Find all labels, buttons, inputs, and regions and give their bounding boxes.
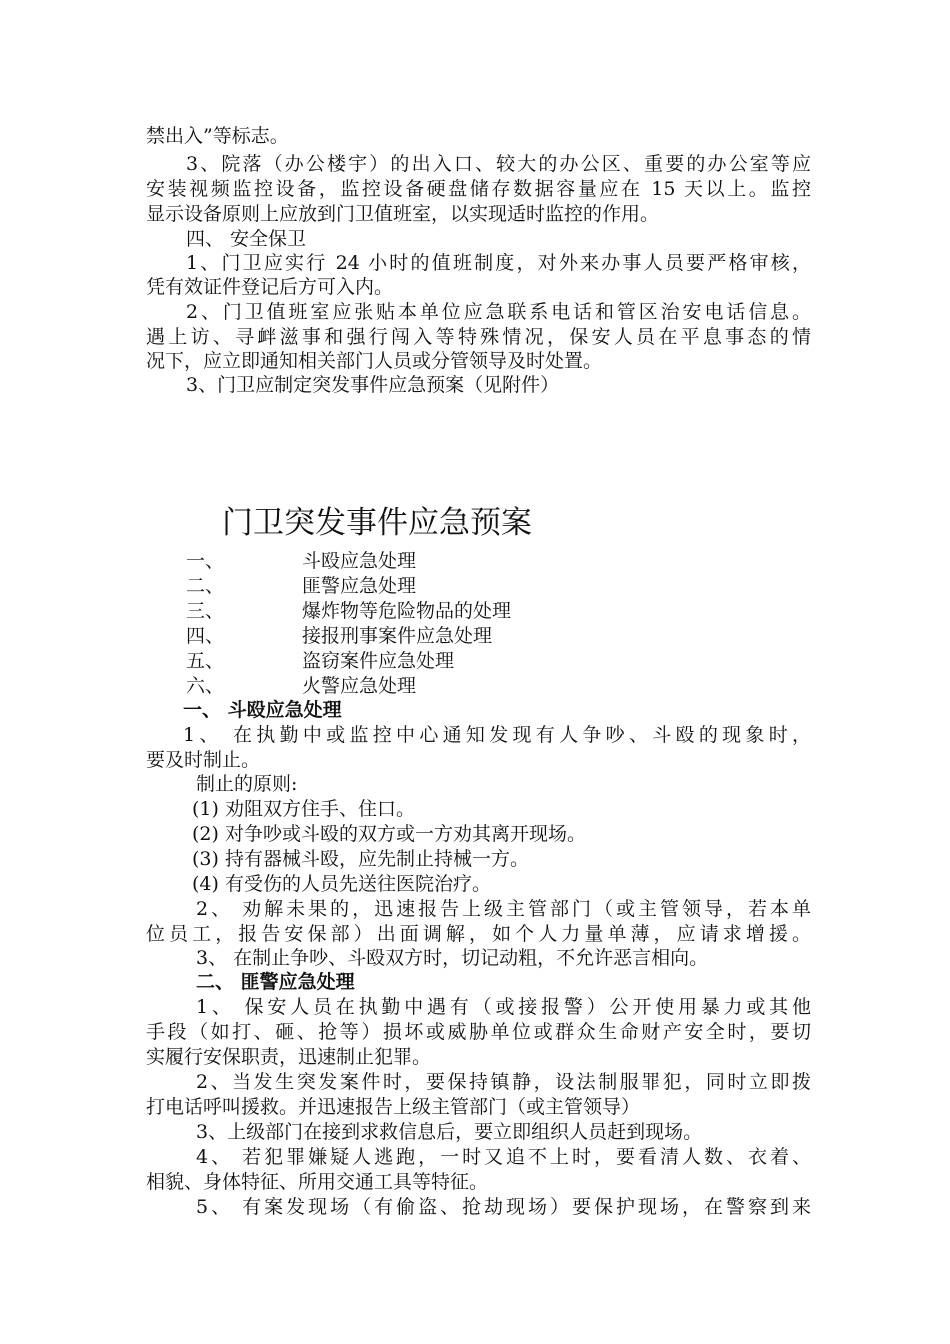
toc-label: 盗窃案件应急处理 (302, 650, 455, 672)
toc-label: 火警应急处理 (302, 675, 417, 697)
section-heading: 四、 安全保卫 (186, 228, 307, 250)
toc-item (186, 549, 416, 574)
list-item: (1) 劝阻双方住手、住口。 (192, 798, 415, 820)
toc-item (186, 624, 492, 649)
para-line: 制止的原则: (196, 773, 298, 795)
para-line: 要及时制止。 (146, 749, 261, 771)
list-item: (2) 对争吵或斗殴的双方或一方劝其离开现场。 (192, 823, 586, 845)
toc-item (186, 674, 416, 699)
toc-number: 三、 (186, 600, 225, 622)
para-line: 显示设备原则上应放到门卫值班室，以实现适时监控的作用。 (146, 203, 660, 225)
para-line: 3、 在制止争吵、斗殴双方时，切记动粗，不允许恶言相向。 (196, 947, 709, 969)
para-line: 打电话呼叫援救。并迅速报告上级主管部门（或主管领导） (146, 1096, 641, 1118)
para-line: 2、门卫值班室应张贴本单位应急联系电话和管区治安电话信息。 (186, 301, 811, 323)
toc-number: 一、 (186, 550, 225, 572)
para-line: 位员工，报告安保部）出面调解，如个人力量单薄，应请求增援。 (146, 923, 811, 945)
toc-label: 接报刑事案件应急处理 (302, 625, 493, 647)
section-heading: 二、 匪警应急处理 (196, 971, 355, 993)
toc-number: 五、 (186, 650, 225, 672)
toc-label: 匪警应急处理 (302, 575, 417, 597)
toc-number: 四、 (186, 625, 225, 647)
toc-number: 六、 (186, 675, 225, 697)
para-line: 遇上访、寻衅滋事和强行闯入等特殊情况，保安人员在平息事态的情 (146, 326, 811, 348)
para-line: 安装视频监控设备，监控设备硬盘储存数据容量应在 15 天以上。监控 (146, 178, 811, 200)
toc-item (186, 574, 416, 599)
para-line: 3、上级部门在接到求救信息后，要立即组织人员赶到现场。 (196, 1121, 703, 1143)
para-line: 1、 在执勤中或监控中心通知发现有人争吵、斗殴的现象时， (183, 724, 811, 746)
para-line: 1、 保安人员在执勤中遇有（或接报警）公开使用暴力或其他 (196, 996, 811, 1018)
para-line: 2、当发生突发案件时，要保持镇静，设法制服罪犯，同时立即拨 (196, 1071, 811, 1093)
document-title: 门卫突发事件应急预案 (222, 505, 532, 541)
para-line: 2、 劝解未果的，迅速报告上级主管部门（或主管领导，若本单 (196, 898, 811, 920)
para-line: 禁出入”等标志。 (146, 125, 289, 147)
para-line: 4、 若犯罪嫌疑人逃跑，一时又追不上时，要看清人数、衣着、 (196, 1146, 811, 1168)
list-item: (3) 持有器械斗殴，应先制止持械一方。 (192, 848, 529, 870)
para-line: 相貌、身体特征、所用交通工具等特征。 (146, 1171, 489, 1193)
para-line: 手段（如打、砸、抢等）损坏或威胁单位或群众生命财产安全时，要切 (146, 1021, 811, 1043)
para-line: 凭有效证件登记后方可入内。 (146, 276, 394, 298)
list-item: (4) 有受伤的人员先送往医院治疗。 (192, 873, 491, 895)
para-line: 3、院落（办公楼宇）的出入口、较大的办公区、重要的办公室等应 (186, 153, 811, 175)
para-line: 况下，应立即通知相关部门人员或分管领导及时处置。 (146, 350, 603, 372)
toc-label: 斗殴应急处理 (302, 550, 417, 572)
para-line: 5、 有案发现场（有偷盗、抢劫现场）要保护现场，在警察到来 (196, 1196, 811, 1218)
toc-item (186, 599, 511, 624)
toc-label: 爆炸物等危险物品的处理 (302, 600, 512, 622)
para-line: 1、门卫应实行 24 小时的值班制度，对外来办事人员要严格审核， (186, 252, 811, 274)
para-line: 实履行安保职责，迅速制止犯罪。 (146, 1046, 432, 1068)
section-heading: 一、 斗殴应急处理 (183, 699, 342, 721)
toc-item (186, 649, 454, 674)
para-line: 3、门卫应制定突发事件应急预案（见附件） (186, 374, 560, 396)
toc-number: 二、 (186, 575, 225, 597)
